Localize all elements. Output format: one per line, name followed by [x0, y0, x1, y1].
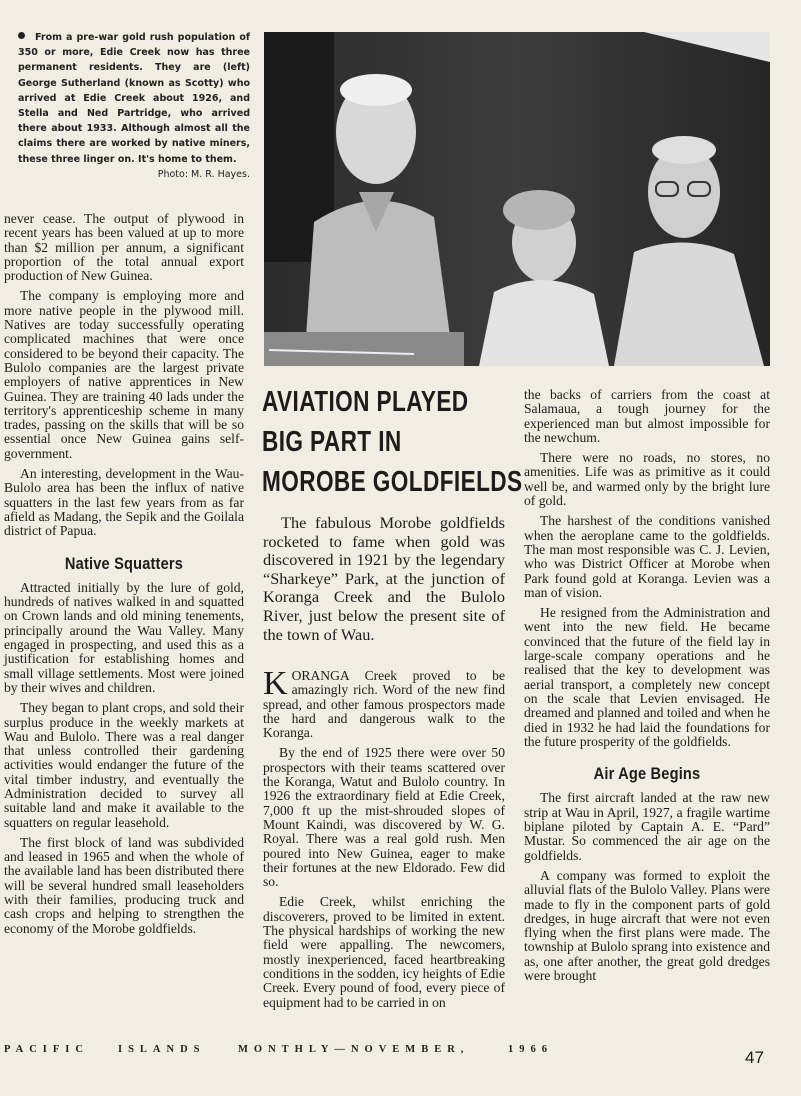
page-footer [4, 1044, 774, 1074]
caption-text: From a pre-war gold rush population of 350 or more, Edie Creek now has three permanent residents. They are (left) George Sutherland (known as Scotty) who arrived at Edie Creek about 1926, and Stella and Ned Partridge, who arrived there about 1933. Although almost all the claims there are worked by native miners, these three linger on. It's home to them. [18, 32, 250, 165]
photograph [264, 32, 770, 366]
headline-line: AVIATION PLAYED [262, 386, 469, 418]
column-middle [263, 665, 505, 1016]
paragraph: The company is employing more and more native people in the plywood mill. Natives are today successfully operating complicated machines that were once considered to be beyond their capacity. The Bulolo companies are the largest private employers of native apprentices in New Guinea. They are training 40 lads under the territory's apprenticeship scheme in many trades, passing on the skills that will be so essential once New Guinea gains self-government. [4, 288, 244, 461]
headline-line: MOROBE GOLDFIELDS [262, 466, 523, 498]
photo-caption [18, 30, 250, 182]
paragraph-text: ORANGA Creek proved to be amazingly rich. Word of the new find spread, and other famous prospectors made the hard and dangerous walk to the Koranga. [263, 668, 505, 741]
paragraph: By the end of 1925 there were over 50 prospectors with their teams scattered over the Koranga, Watut and Bulolo country. In 1926 the extraordinary field at Edie Creek, 7,000 ft up the mist-shrouded slopes of Mount Kaindi, was discovered by W. G. Royal. There was a real gold rush. Men poured into New Guinea, eager to make their fortunes at the new Eldorado. Few did so. [263, 745, 505, 890]
subheading-native-squatters: Native Squatters [64, 553, 184, 573]
paragraph: Attracted initially by the lure of gold, hundreds of natives walked in and squatted on Crown lands and old mining tenements, principally around the Wau Valley. Many engaged in prospecting, and used this as a justification for establishing homes and small village settlements. Most were joined by their wives and children. [4, 579, 244, 695]
paragraph: the backs of carriers from the coast at Salamaua, a tough journey for the experienced man but almost impossible for the newchum. [524, 387, 770, 445]
paragraph: They began to plant crops, and sold their surplus produce in the weekly markets at Wau and Bulolo. There was a real danger that unless controlled their gardening activities would endanger the future of the vital timber industry, and eventually the Administration decided to survey all suitable land and make it available to the squatters on regular leasehold. [4, 700, 244, 830]
paragraph: Edie Creek, whilst enriching the discoverers, proved to be limited in extent. The physical hardships of working the new field were appalling. The newcomers, mostly inexperienced, faced heartbreaking conditions in the sodden, icy heights of Edie Creek. Every pound of food, every piece of equipment had to be carried in on [263, 894, 505, 1010]
column-left [4, 212, 244, 942]
paragraph [263, 665, 505, 741]
lede-paragraph: The fabulous Morobe goldfields rocketed to fame when gold was discovered in 1921 by the legendary “Sharkeye” Park, at the junction of Koranga Creek and the Bulolo River, just below the present site of the town of Wau. [263, 513, 505, 644]
footer-month: MONTHLY—NOVEMBER, [238, 1044, 470, 1055]
column-right [524, 388, 770, 989]
article-headline [262, 382, 523, 502]
page-number: 47 [745, 1048, 764, 1067]
paragraph: never cease. The output of plywood in recent years has been valued at up to more than $2 million per annum, a significant proportion of the total annual export production of New Guinea. [4, 211, 244, 284]
paragraph: He resigned from the Administration and went into the new field. He became convinced that the future of the field lay in large-scale company operations and he realised that the key to development was aerial transport, a completely new concept on the scale that Levien envisaged. He dreamed and planned and toiled and when he died in 1932 he had laid the foundations for the future prosperity of the goldfields. [524, 605, 770, 749]
photograph-illustration [264, 32, 770, 366]
footer-magazine-word: ISLANDS [118, 1044, 206, 1055]
paragraph: There were no roads, no stores, no amenities. Life was as primitive as it could well be, and warmed only by the bright lure of gold. [524, 450, 770, 509]
bullet-icon [18, 32, 25, 39]
article-lede [263, 514, 505, 644]
photo-credit: Photo: M. R. Hayes. [157, 168, 250, 180]
subheading-air-age-begins: Air Age Begins [593, 764, 701, 784]
drop-cap: K [263, 665, 288, 702]
paragraph: A company was formed to exploit the alluvial flats of the Bulolo Valley. Plans were made to fly in the component parts of gold dredges, in huge aircraft that were not even flying when the first plans were made. The township at Bulolo sprang into existence and as, one after another, the great gold dredges were brought [524, 867, 770, 983]
headline-line: BIG PART IN [262, 426, 402, 458]
paragraph: The first aircraft landed at the raw new strip at Wau in April, 1927, a fragile wartime biplane piloted by Captain A. E. “Pard” Mustar. So commenced the air age on the goldfields. [524, 790, 770, 863]
paragraph: An interesting, development in the Wau-Bulolo area has been the influx of native squatters in the last few years from as far afield as Madang, the Sepik and the Goilala district of Papua. [4, 466, 244, 539]
footer-magazine-word: PACIFIC [4, 1044, 89, 1055]
paragraph: The first block of land was subdivided and leased in 1965 and when the whole of the available land has been distributed there will be several hundred small leaseholders with their families, producing truck and cash crops and helping to strengthen the economy of the Morobe goldfields. [4, 834, 244, 936]
paragraph: The harshest of the conditions vanished when the aeroplane came to the goldfields. The man most responsible was C. J. Levien, who was District Officer at Morobe when Park found gold at Koranga. Levien was a man of vision. [524, 513, 770, 600]
footer-year: 1966 [508, 1044, 553, 1055]
